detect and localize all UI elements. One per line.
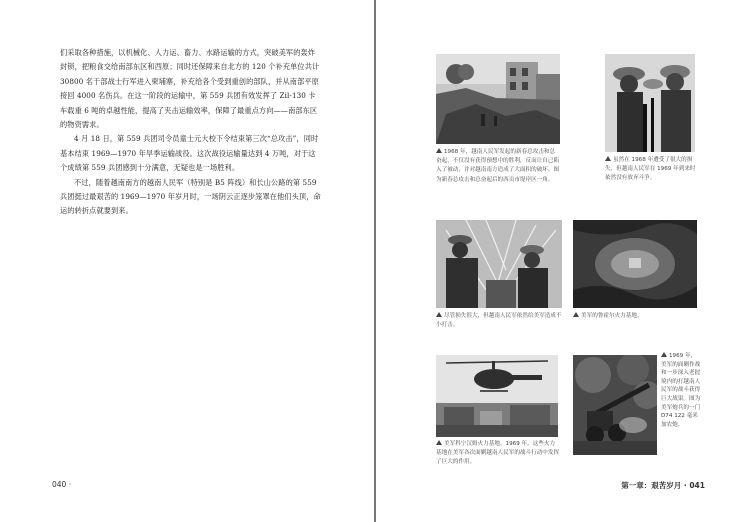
right-page [376, 0, 750, 522]
caption-triangle-icon [436, 148, 442, 153]
caption-photo-1: 1968 年，越南人民军发起的新春总攻击和总奋起，不仅没有获得预想中的胜利，反而让自己陷入了被动，并对越南南方造成了大面积的破坏。图为新春总攻击和总奋起后的西贡市堤岸区一角。 [436, 149, 560, 183]
left-page [0, 0, 374, 522]
body-text [60, 46, 322, 219]
caption-triangle-icon [605, 156, 611, 161]
caption-triangle-icon [436, 440, 442, 445]
caption-photo-4: 美军的鲁霍尔火力基地。 [573, 312, 697, 321]
paragraph-2: 4 月 18 日，第 559 兵团司令员童士元大校下令结束第三次“总攻击”，同时基本结束 1969—1970 年旱季运输战役。这次战役运输量达到 4 万吨，对于这个成绩第 559 兵团感到十分满意，无疑也是一场胜利。 [60, 134, 319, 173]
caption-photo-6: 1969 年，美军的面剿作战和一步深入老挝境内的打越南人民军的战斗获得巨大战果。图为美军炮兵的一门 D74 122 毫米加农炮。 [661, 353, 701, 428]
photo-helicopter-firebase [436, 355, 558, 437]
photo-soldiers-jungle [436, 220, 562, 308]
photo-soldiers-1969 [605, 54, 695, 152]
caption-triangle-icon [573, 312, 579, 317]
paragraph-1: 们采取各种措施，以机械化、人力运、畜力、水路运输的方式，突破美军的轰炸封锁，把粮食交给南部东区和西原；同时还保障来自北方的 120 个补充单位共计 30800 名干部战士行军进入柬埔寨，补充给各个受到重创的部队，并从南部平原接回 4000 名伤兵。在这一阶段的运输中，第 559 兵团有效发挥了 Zil-130 卡车载重 6 吨的卓越性能，提高了夹击运输效率，保障了最重点方向——南部东区的物资需求。 [60, 48, 320, 130]
photo-firebase-aerial [573, 220, 697, 308]
caption-photo-5: 美军科宁汉姆火力基地。1969 年，这些火力基地在美军各次面剿越南人民军的战斗行动中发挥了巨大的作用。 [436, 441, 560, 466]
caption-triangle-icon [436, 312, 442, 317]
photo-saigon-ruins [436, 54, 560, 144]
caption-photo-3: 尽管损失很大，但越南人民军依然给美军造成不小打击。 [436, 313, 562, 329]
paragraph-3: 不过，随着越南南方的越南人民军（特别是 B5 阵线）和长山公路的第 559 兵团挺过最艰苦的 1969—1970 年岁月时，一场阴云正逐步笼罩在他们头顶，命运的转折点就要到来。 [60, 177, 321, 216]
photo-artillery-gun [573, 355, 657, 455]
page-number-left: 040 · [52, 480, 72, 489]
caption-photo-2: 虽然在 1968 年遭受了很大的损失，但越南人民军在 1969 年到来时依然没有放弃斗争。 [605, 157, 696, 182]
caption-triangle-icon [661, 352, 667, 357]
page-number-right: 第一章：艰苦岁月 · 041 [621, 481, 705, 490]
